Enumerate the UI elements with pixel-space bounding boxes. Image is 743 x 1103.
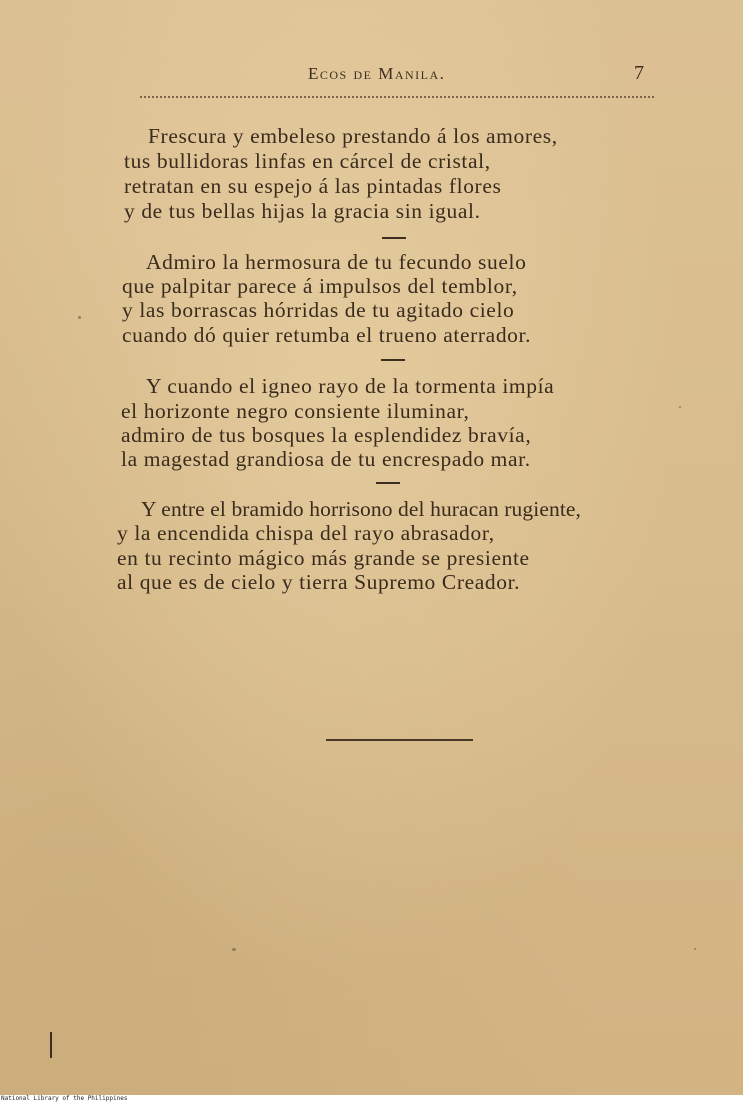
paper-speck — [679, 406, 681, 408]
poem-line: la magestad grandiosa de tu encrespado mar. — [121, 447, 531, 471]
poem-line: al que es de cielo y tierra Supremo Creador. — [117, 570, 521, 594]
poem-line: en tu recinto mágico más grande se presiente — [117, 546, 530, 570]
poem-line: Admiro la hermosura de tu fecundo suelo — [146, 250, 527, 274]
poem-line: cuando dó quier retumba el trueno aterrador. — [122, 323, 532, 347]
paper-speck — [694, 948, 696, 950]
page-edge-mark — [50, 1032, 52, 1058]
poem-line: tus bullidoras linfas en cárcel de cristal, — [124, 149, 491, 173]
footer-credit: National Library of the Philippines — [1, 1095, 128, 1102]
paper-speck — [78, 316, 81, 319]
running-title: Ecos de Manila. — [308, 64, 446, 83]
poem-line: y la encendida chispa del rayo abrasador, — [117, 521, 495, 545]
poem-line: que palpitar parece á impulsos del temblor, — [122, 274, 518, 298]
page-number: 7 — [634, 62, 644, 84]
stanza-separator — [381, 359, 405, 361]
header-rule — [140, 96, 654, 101]
stanza-separator — [376, 482, 400, 484]
poem-line: y las borrascas hórridas de tu agitado cielo — [122, 298, 515, 322]
poem-line: Frescura y embeleso prestando á los amores, — [148, 124, 558, 148]
poem-line: Y cuando el igneo rayo de la tormenta impía — [146, 374, 555, 398]
poem-line: Y entre el bramido horrisono del huracan rugiente, — [141, 497, 582, 521]
running-head — [0, 62, 743, 92]
stanza-separator — [382, 237, 406, 239]
poem-line: el horizonte negro consiente iluminar, — [121, 399, 470, 423]
poem-line: y de tus bellas hijas la gracia sin igual. — [124, 199, 481, 223]
end-rule — [326, 739, 473, 741]
footer-credit-bar — [0, 1095, 743, 1103]
poem-line: admiro de tus bosques la esplendidez bravía, — [121, 423, 532, 447]
poem-line: retratan en su espejo á las pintadas flores — [124, 174, 502, 198]
paper-speck — [232, 948, 236, 951]
